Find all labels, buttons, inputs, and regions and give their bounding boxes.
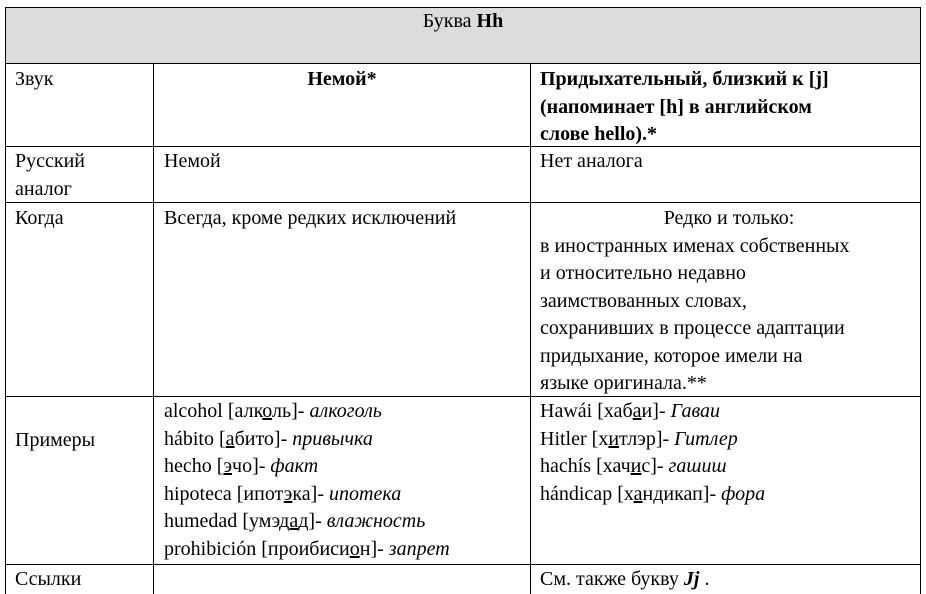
border-analog-bottom bbox=[5, 202, 921, 203]
see-also-letter-link: Jj bbox=[683, 568, 700, 590]
aspirated-links: См. также букву Jj . bbox=[540, 568, 710, 590]
russian-analog-label: Русский аналог bbox=[15, 150, 85, 200]
example-item: Hawái [хабаи]- Гаваи bbox=[540, 400, 721, 422]
example-item: alcohol [алколь]- алкоголь bbox=[164, 400, 382, 422]
links-label: Ссылки bbox=[15, 568, 82, 590]
border-col-1 bbox=[153, 63, 154, 594]
example-item: hábito [абито]- привычка bbox=[164, 427, 373, 450]
mute-russian-analog: Немой bbox=[164, 150, 221, 172]
table-title: Буква Hh bbox=[422, 10, 504, 32]
example-item: hachís [хачис]- гашиш bbox=[540, 455, 727, 477]
examples-label: Примеры bbox=[15, 429, 96, 451]
border-title-bottom bbox=[5, 63, 921, 64]
aspirated-when: Редко и только: в иностранных именах собственных и относительно недавно заимствованных словах, сохранивших в процессе адаптации придыхание, которое имели на языке оригинала.** bbox=[540, 207, 850, 394]
mute-header: Немой* bbox=[307, 68, 377, 90]
example-item: Hitler [хитлэр]- Гитлер bbox=[540, 427, 738, 450]
example-item: hándicap [хандикап]- фора bbox=[540, 482, 766, 505]
sound-label: Звук bbox=[15, 68, 54, 90]
when-label: Когда bbox=[15, 207, 64, 229]
mute-when: Всегда, кроме редких исключений bbox=[164, 207, 457, 229]
mute-examples bbox=[164, 398, 450, 563]
example-item: humedad [умэдад]- влажность bbox=[164, 510, 426, 532]
example-item: prohibición [проибисион]- запрет bbox=[164, 537, 450, 560]
border-examples-bottom bbox=[5, 564, 921, 565]
aspirated-header: Придыхательный, близкий к [j] (напоминает [h] в английском слове hello).* bbox=[540, 68, 829, 145]
border-col-2 bbox=[530, 63, 531, 594]
border-left bbox=[5, 7, 6, 594]
aspirated-examples bbox=[540, 398, 765, 508]
border-right bbox=[920, 7, 921, 594]
example-item: hipoteca [ипотэка]- ипотека bbox=[164, 482, 402, 505]
example-item: hecho [эчо]- факт bbox=[164, 455, 319, 477]
aspirated-russian-analog: Нет аналога bbox=[540, 150, 643, 172]
